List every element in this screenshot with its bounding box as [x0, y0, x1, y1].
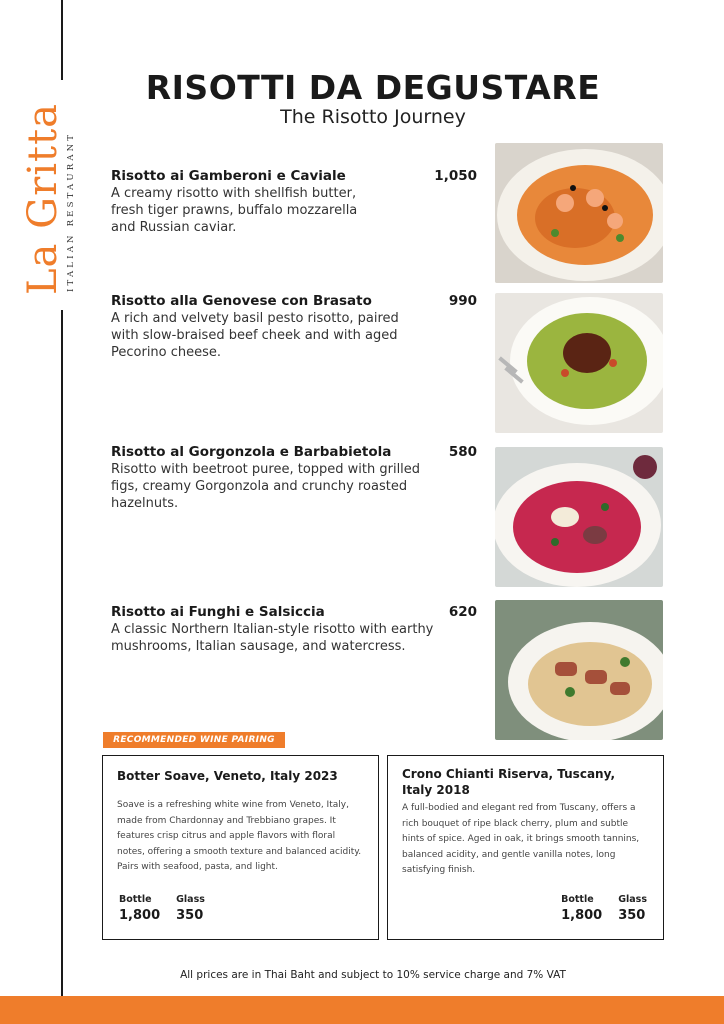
page-title: RISOTTI DA DEGUSTARE: [145, 68, 601, 107]
page-subtitle: The Risotto Journey: [280, 106, 466, 128]
dish-name: Risotto ai Gamberoni e Caviale: [111, 168, 346, 184]
dish-name: Risotto alla Genovese con Brasato: [111, 293, 372, 309]
wine-title: Crono Chianti Riserva, Tuscany, Italy 2018: [402, 767, 616, 797]
dish-description: A rich and velvety basil pesto risotto, paired with slow-braised beef cheek and with aged Pecorino cheese.: [111, 311, 399, 360]
dish-price: 1,050: [434, 168, 477, 184]
dish-description: A creamy risotto with shellfish butter, fresh tiger prawns, buffalo mozzarella and Russian caviar.: [111, 186, 358, 235]
glass-label: Glass: [618, 894, 647, 905]
footer-bar: [0, 996, 724, 1024]
dish-name: Risotto ai Funghi e Salsiccia: [111, 604, 325, 620]
wine-title: Botter Soave, Veneto, Italy 2023: [117, 769, 338, 783]
wine-description: A full-bodied and elegant red from Tuscany, offers a rich bouquet of ripe black cherry, plum and subtle hints of spice. Aged in oak, it brings smooth tannins, balanced acidity, and gentle vanilla notes, long satisfying finish.: [402, 803, 640, 875]
beetroot-risotto-photo: [495, 447, 663, 587]
vertical-rule-top: [61, 0, 63, 80]
bottle-label: Bottle: [561, 894, 594, 905]
dish-description: Risotto with beetroot puree, topped with grilled figs, creamy Gorgonzola and crunchy roasted hazelnuts.: [111, 462, 421, 511]
menu-item: [111, 168, 481, 236]
price-footnote: All prices are in Thai Baht and subject to 10% service charge and 7% VAT: [180, 969, 566, 981]
brand-tagline: ITALIAN RESTAURANT: [66, 131, 76, 292]
pesto-beef-risotto-photo: [495, 293, 663, 433]
bottle-label: Bottle: [119, 894, 152, 905]
prawn-risotto-photo: [495, 143, 663, 283]
dish-description: A classic Northern Italian-style risotto with earthy mushrooms, Italian sausage, and watercress.: [111, 622, 434, 654]
dish-price: 580: [448, 444, 477, 460]
bottle-price: 1,800: [119, 908, 161, 923]
wine-pairing-badge: RECOMMENDED WINE PAIRING: [103, 732, 285, 748]
wine-description: Soave is a refreshing white wine from Veneto, Italy, made from Chardonnay and Trebbiano grapes. It features crisp citrus and apple flavors with floral notes, offering a smooth texture and balanced acidity. Pairs with seafood, pasta, and light.: [117, 800, 362, 872]
wine-prices: [561, 894, 647, 923]
dish-price: 990: [448, 293, 477, 309]
glass-label: Glass: [176, 894, 205, 905]
menu-item: [111, 604, 481, 655]
menu-item: [111, 293, 481, 361]
dish-name: Risotto al Gorgonzola e Barbabietola: [111, 444, 392, 460]
brand-name: La Gritta: [20, 103, 66, 295]
dish-price: 620: [448, 604, 477, 620]
wine-card: [387, 755, 664, 940]
vertical-rule-bottom: [61, 310, 63, 996]
glass-price: 350: [618, 908, 646, 923]
bottle-price: 1,800: [561, 908, 603, 923]
wine-prices: [119, 894, 205, 923]
wine-card: [102, 755, 379, 940]
menu-item: [111, 444, 481, 512]
mushroom-sausage-risotto-photo: [495, 600, 663, 740]
glass-price: 350: [176, 908, 204, 923]
